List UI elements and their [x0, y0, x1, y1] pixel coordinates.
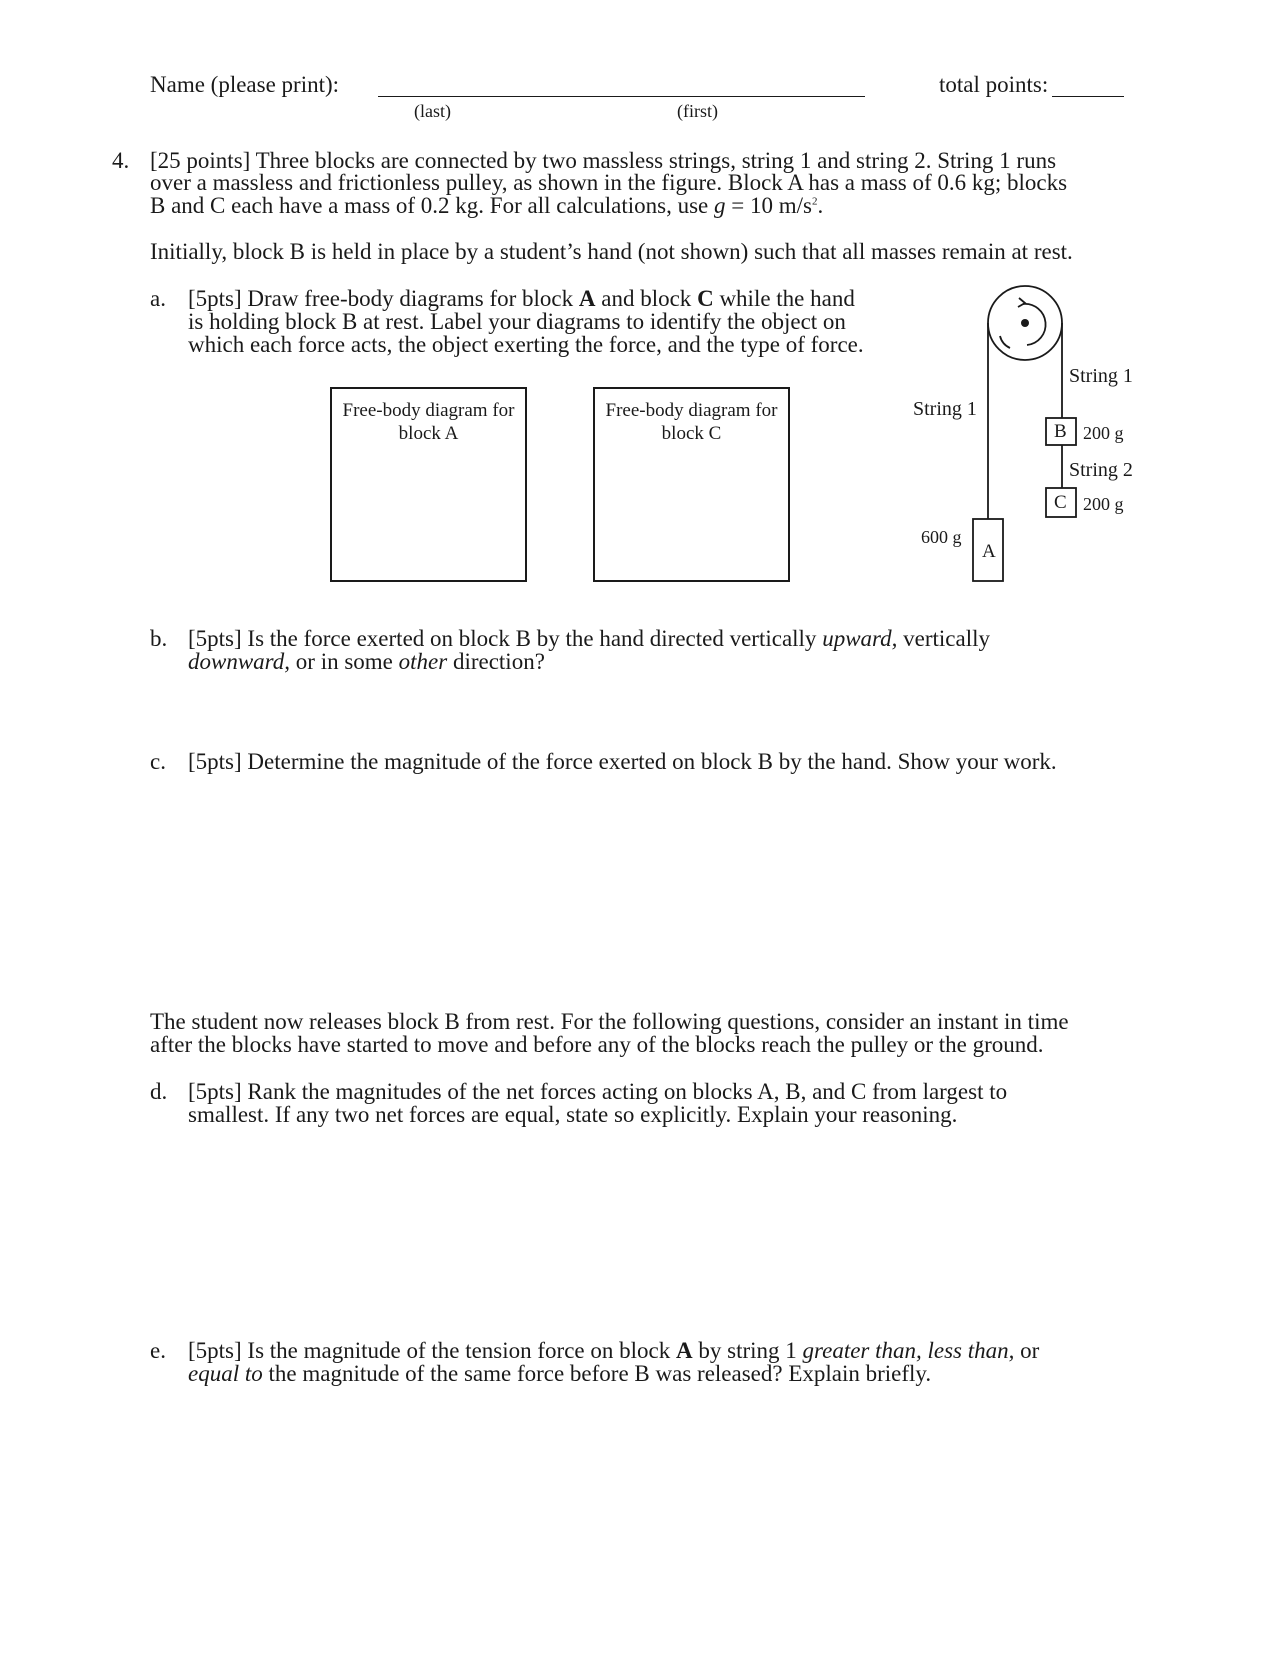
part-e-letter: e.: [150, 1338, 166, 1363]
block-c-label: C: [1054, 492, 1067, 513]
string-1-right-label: String 1: [1069, 365, 1133, 387]
string-1-left-label: String 1: [913, 398, 977, 420]
problem-number: 4.: [112, 148, 130, 173]
mass-c-label: 200 g: [1083, 494, 1124, 514]
release-line-2: after the blocks have started to move and before any of the blocks reach the pulley or the ground.: [150, 1032, 1044, 1057]
part-b-line-2: downward, or in some other direction?: [188, 649, 545, 674]
part-a-line-3: which each force acts, the object exerting the force, and the type of force.: [188, 332, 864, 357]
block-a-label: A: [982, 541, 996, 562]
part-d-letter: d.: [150, 1079, 168, 1104]
intro-line-1: [25 points] Three blocks are connected by two massless strings, string 1 and string 2. String 1 runs: [150, 148, 1057, 173]
part-c-letter: c.: [150, 749, 166, 774]
mass-b-label: 200 g: [1083, 423, 1124, 443]
part-a-line-1: [5pts] Draw free-body diagrams for block A and block C while the hand: [188, 286, 855, 311]
last-name-label: (last): [414, 101, 451, 121]
fbd-box-c-title: Free-body diagram for block C: [605, 400, 778, 444]
intro-line-2: over a massless and frictionless pulley, as shown in the figure. Block A has a mass of 0.6 kg; blocks: [150, 170, 1068, 195]
part-d-line-1: [5pts] Rank the magnitudes of the net forces acting on blocks A, B, and C from largest to: [188, 1079, 1008, 1104]
part-d-line-2: smallest. If any two net forces are equal, state so explicitly. Explain your reasoning.: [188, 1102, 958, 1127]
part-e-line-1: [5pts] Is the magnitude of the tension force on block A by string 1 greater than, less than, or: [188, 1338, 1040, 1363]
pulley-arrowhead-top: [1018, 298, 1025, 307]
intro-line-3: B and C each have a mass of 0.2 kg. For all calculations, use g = 10 $m/s^2$.: [150, 193, 824, 218]
release-line-1: The student now releases block B from rest. For the following questions, consider an instant in time: [150, 1009, 1069, 1034]
part-e-line-2: equal to the magnitude of the same force before B was released? Explain briefly.: [188, 1361, 932, 1386]
total-points-label: total points:: [939, 72, 1049, 97]
mass-a-label: 600 g: [921, 527, 962, 547]
pulley-smile-arc: [1000, 336, 1010, 348]
name-label: Name (please print):: [150, 72, 340, 97]
string-2-label: String 2: [1069, 459, 1133, 481]
pulley-axle: [1021, 319, 1029, 327]
part-a-line-2: is holding block B at rest. Label your diagrams to identify the object on: [188, 309, 846, 334]
fbd-box-a-title: Free-body diagram for block A: [342, 400, 515, 444]
part-a-letter: a.: [150, 286, 166, 311]
initial-condition-text: Initially, block B is held in place by a student’s hand (not shown) such that all masses remain at rest.: [150, 239, 1073, 264]
part-b-line-1: [5pts] Is the force exerted on block B by the hand directed vertically upward, vertically: [188, 626, 990, 651]
first-name-label: (first): [677, 101, 718, 121]
part-b-letter: b.: [150, 626, 168, 651]
block-b-label: B: [1054, 421, 1067, 442]
part-c-line-1: [5pts] Determine the magnitude of the force exerted on block B by the hand. Show your work.: [188, 749, 1057, 774]
